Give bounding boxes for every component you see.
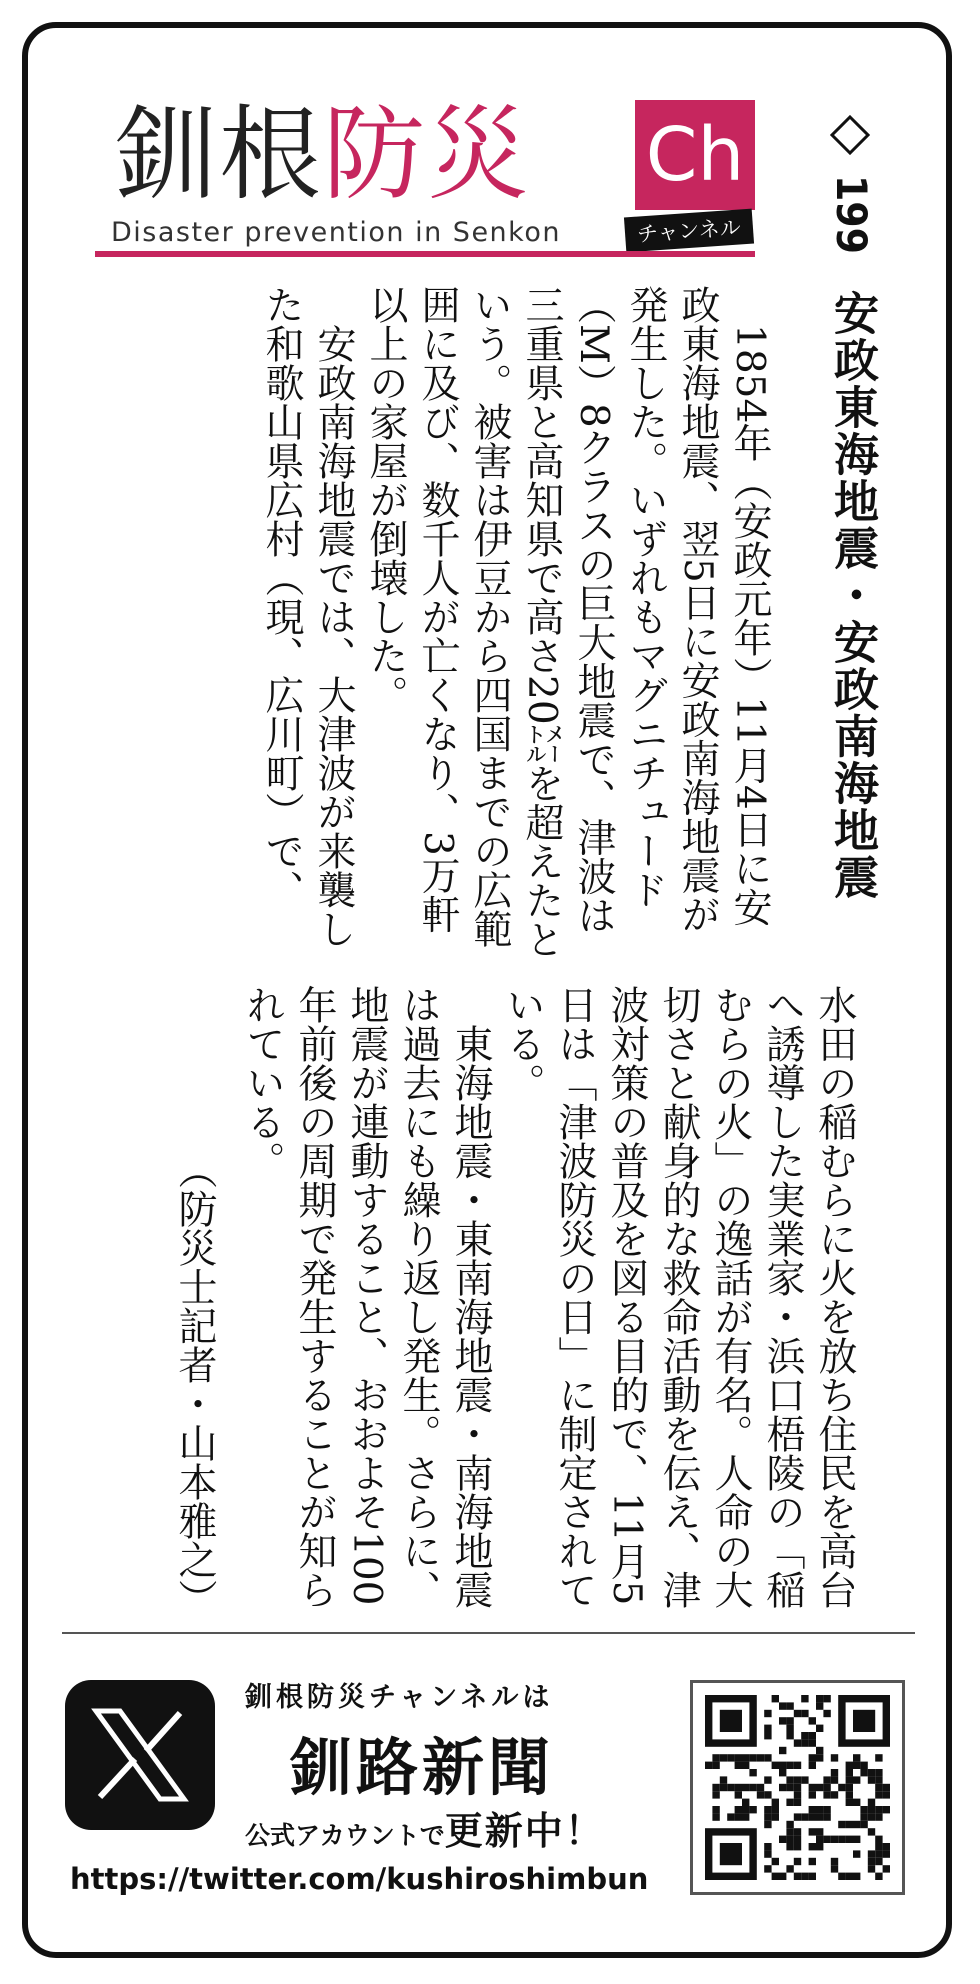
masthead-title	[115, 96, 531, 215]
x-mark-icon	[90, 1705, 190, 1805]
diamond-outline-icon	[830, 115, 870, 155]
masthead-rule	[95, 251, 755, 257]
masthead-subtitle: Disaster prevention in Senkon	[111, 217, 561, 248]
promo-updating: 更新中！	[444, 1809, 605, 1853]
article-headline: 安政東海地震・安政南海地震	[826, 290, 879, 901]
title-part-disaster: 防災	[323, 96, 531, 215]
channel-tag: チャンネル	[624, 209, 754, 253]
promo-line1: 釧根防災チャンネルは	[245, 1682, 554, 1713]
body-paragraph: 水田の稲むらに火を放ち住民を高台へ誘導した実業家・浜口梧陵の「稲むらの火」の逸話が有名。人命の大切さと献身的な救命活動を伝え、津波対策の普及を図る目的で、11月5日は「津波防災の日」に制定されている。	[500, 985, 857, 1609]
body-paragraph: 1854年（安政元年）11月4日に安政東海地震、翌5日に安政南海地震が発生した。いずれもマグニチュード（M）8クラスの巨大地震で、津波は三重県と高知県で高さ20㍍を超えたという。被害は伊豆から四国までの広範囲に及び、数千人が亡くなり、3万軒以上の家屋が倒壊した。	[363, 285, 772, 959]
byline: （防災士記者・山本雅之）	[172, 1150, 217, 1618]
masthead	[95, 95, 755, 265]
twitter-url-link[interactable]: https://twitter.com/kushiroshimbun	[70, 1862, 649, 1896]
qr-code-icon[interactable]	[690, 1680, 905, 1895]
footer-divider	[62, 1632, 915, 1634]
body-paragraph: 東海地震・東南海地震・南海地震は過去にも繰り返し発生。さらに、地震が連動すること、おおよそ100年前後の周期で発生することが知られている。	[240, 985, 493, 1609]
channel-badge: Ch	[635, 100, 755, 210]
newspaper-name: 釧路新聞	[290, 1731, 555, 1804]
issue-number: 199	[827, 175, 876, 254]
promo-official-account: 公式アカウントで	[245, 1821, 445, 1850]
title-part-region: 釧根	[115, 96, 323, 215]
article-body-upper	[215, 285, 775, 965]
promo-line3	[245, 1800, 605, 1855]
qr-pattern	[705, 1695, 890, 1880]
body-paragraph: 安政南海地震では、大津波が来襲した和歌山県広村（現、広川町）で、	[259, 285, 356, 948]
x-logo-icon[interactable]	[65, 1680, 215, 1830]
